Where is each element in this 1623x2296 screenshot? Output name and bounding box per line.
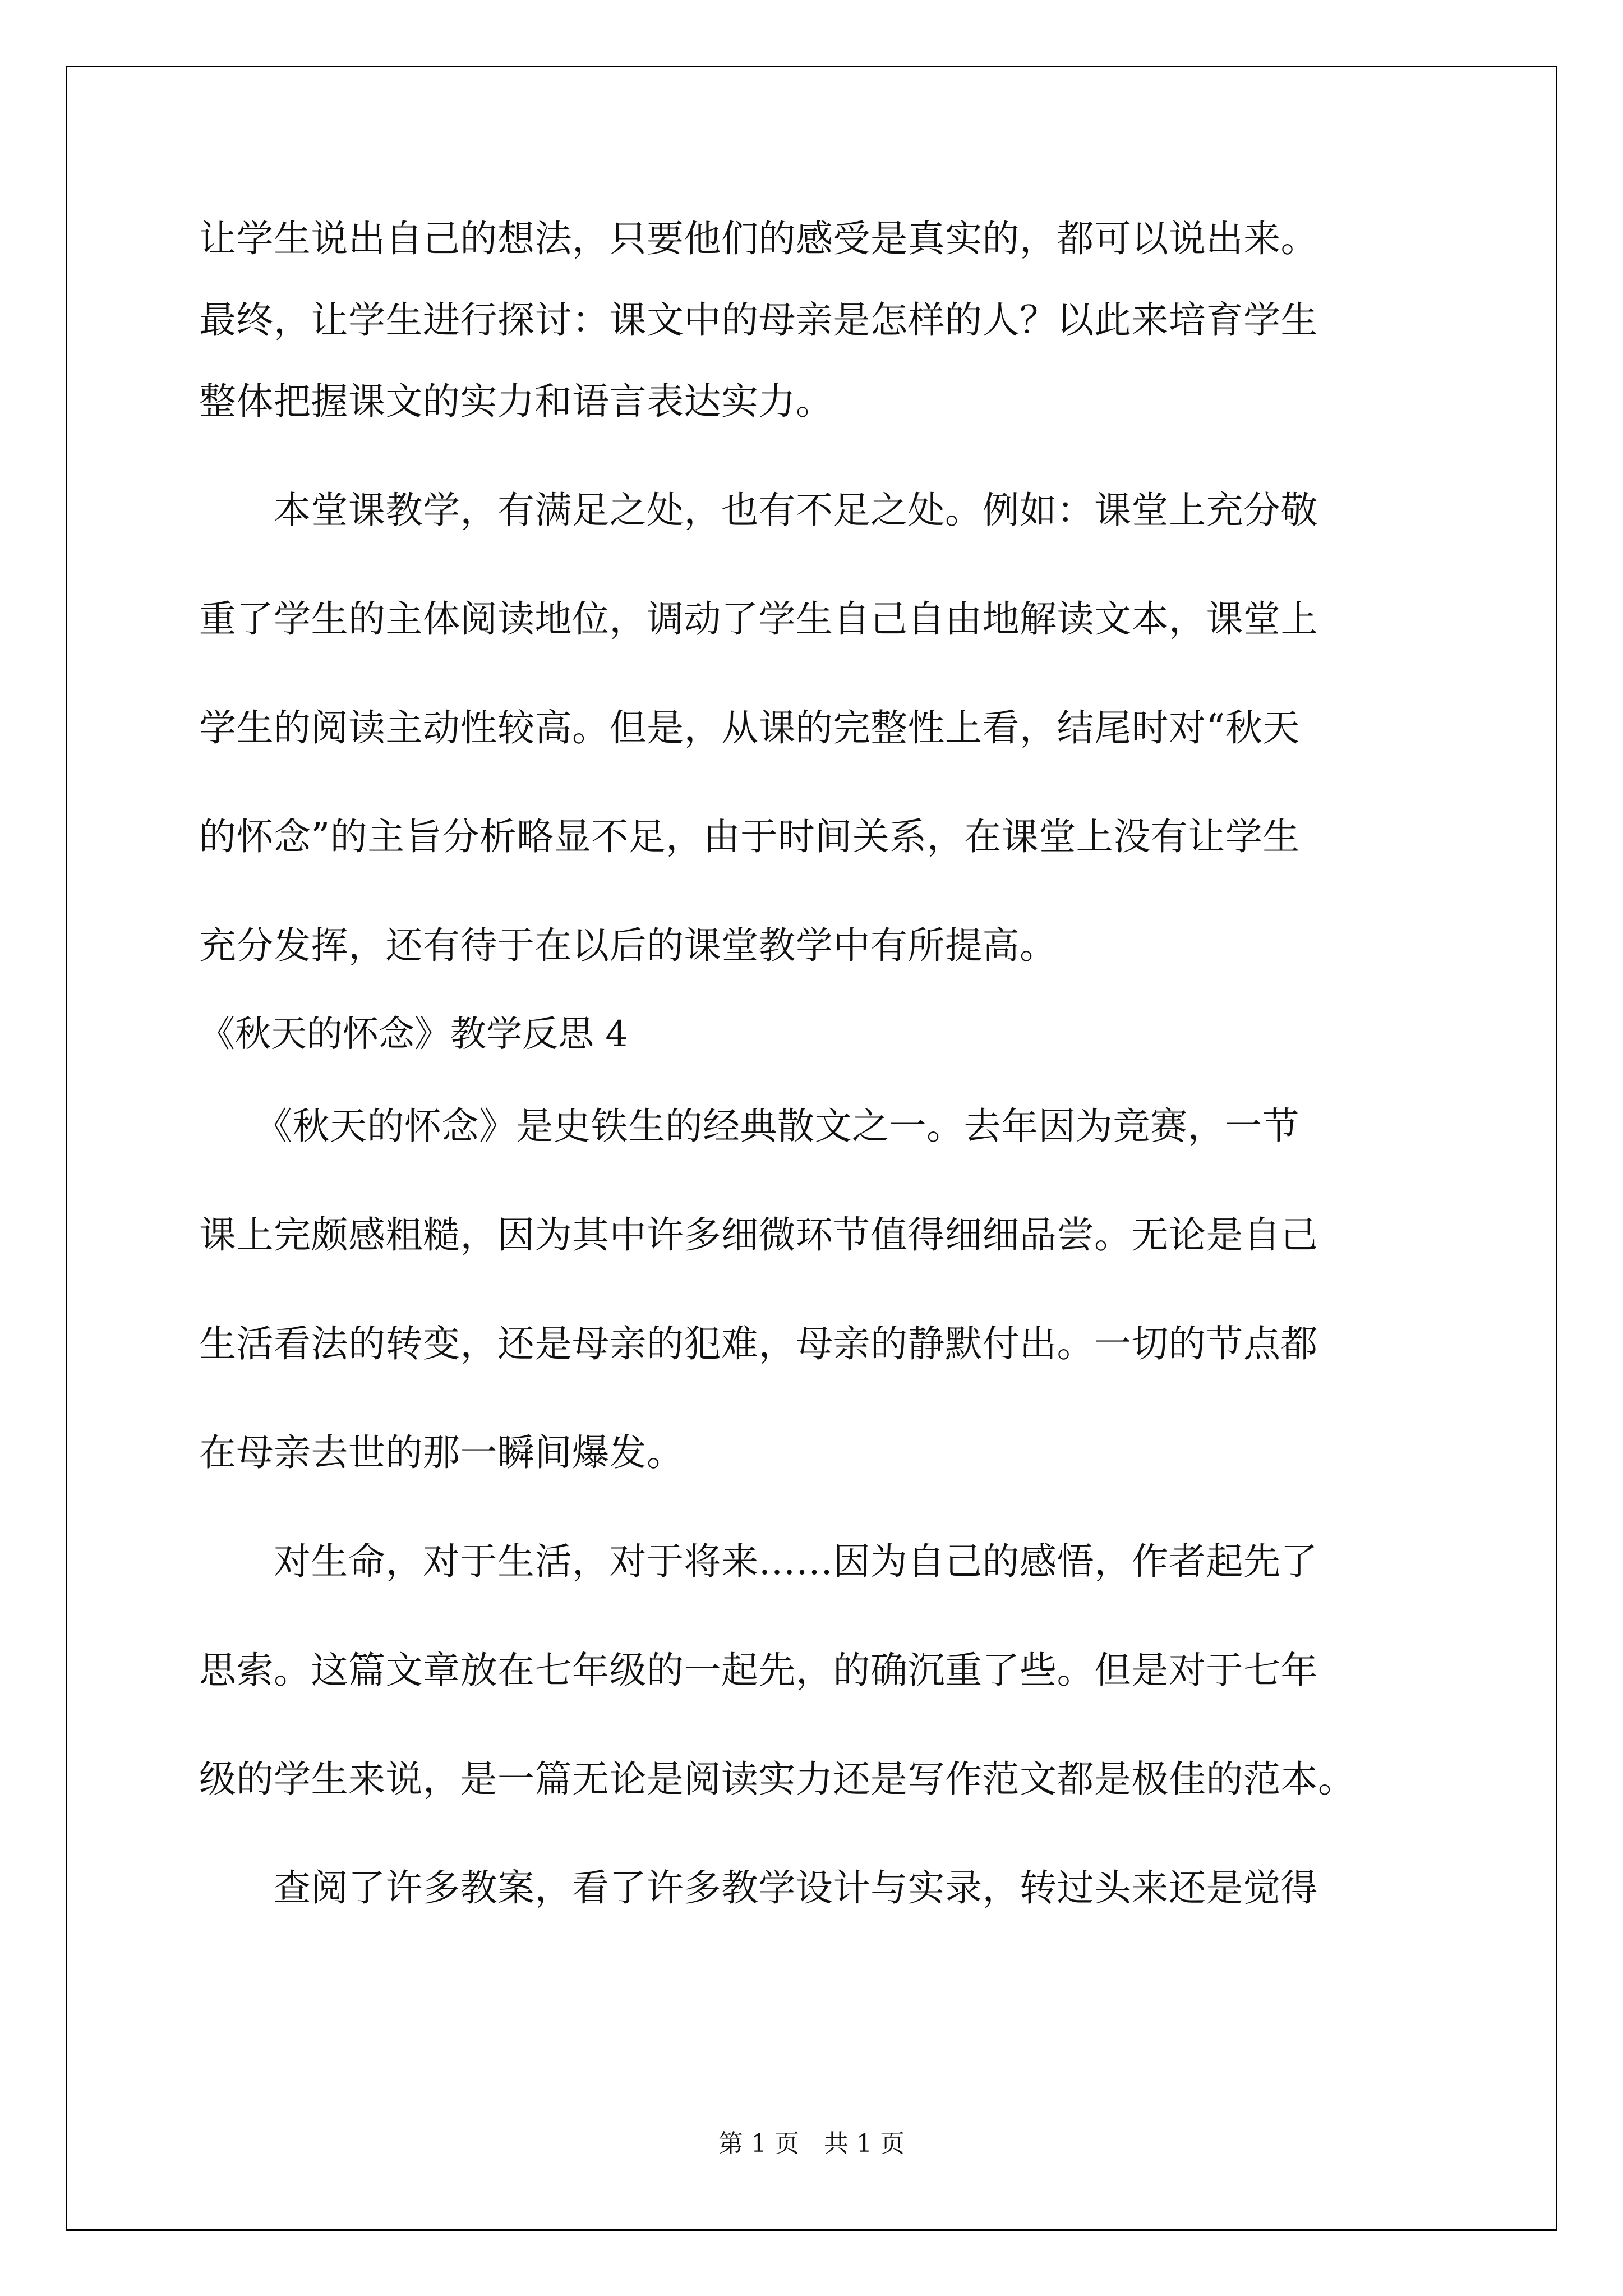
paragraph-line: 《秋天的怀念》是史铁生的经典散文之一。去年因为竞赛，一节 [199, 1105, 1299, 1148]
paragraph-line: 课上完颇感粗糙，因为其中许多细微环节值得细细品尝。无论是自己 [199, 1213, 1318, 1257]
paragraph-line: 本堂课教学，有满足之处，也有不足之处。例如：课堂上充分敬 [199, 489, 1318, 532]
paragraph-line: 的怀念”的主旨分析略显不足，由于时间关系，在课堂上没有让学生 [199, 815, 1300, 858]
paragraph-line: 最终，让学生进行探讨：课文中的母亲是怎样的人？以此来培育学生 [199, 298, 1318, 342]
paragraph-line: 在母亲去世的那一瞬间爆发。 [199, 1431, 684, 1474]
paragraph-line: 级的学生来说，是一篇无论是阅读实力还是写作范文都是极佳的范本。 [199, 1757, 1355, 1801]
paragraph-line: 让学生说出自己的想法，只要他们的感受是真实的，都可以说出来。 [199, 217, 1318, 260]
paragraph-line: 充分发挥，还有待于在以后的课堂教学中有所提高。 [199, 924, 1057, 967]
paragraph-line: 查阅了许多教案，看了许多教学设计与实录，转过头来还是觉得 [199, 1866, 1318, 1910]
paragraph-line: 学生的阅读主动性较高。但是，从课的完整性上看，结尾时对“秋天 [199, 706, 1300, 749]
paragraph-line: 重了学生的主体阅读地位，调动了学生自己自由地解读文本，课堂上 [199, 597, 1318, 641]
section-heading: 《秋天的怀念》教学反思 4 [199, 1014, 629, 1055]
paragraph-line: 生活看法的转变，还是母亲的犯难，母亲的静默付出。一切的节点都 [199, 1322, 1318, 1365]
paragraph-line: 思索。这篇文章放在七年级的一起先，的确沉重了些。但是对于七年 [199, 1649, 1318, 1692]
paragraph-line: 整体把握课文的实力和语言表达实力。 [199, 380, 833, 423]
paragraph-line: 对生命，对于生活，对于将来……因为自己的感悟，作者起先了 [199, 1540, 1318, 1583]
page-number-footer: 第 1 页 共 1 页 [718, 2129, 905, 2158]
